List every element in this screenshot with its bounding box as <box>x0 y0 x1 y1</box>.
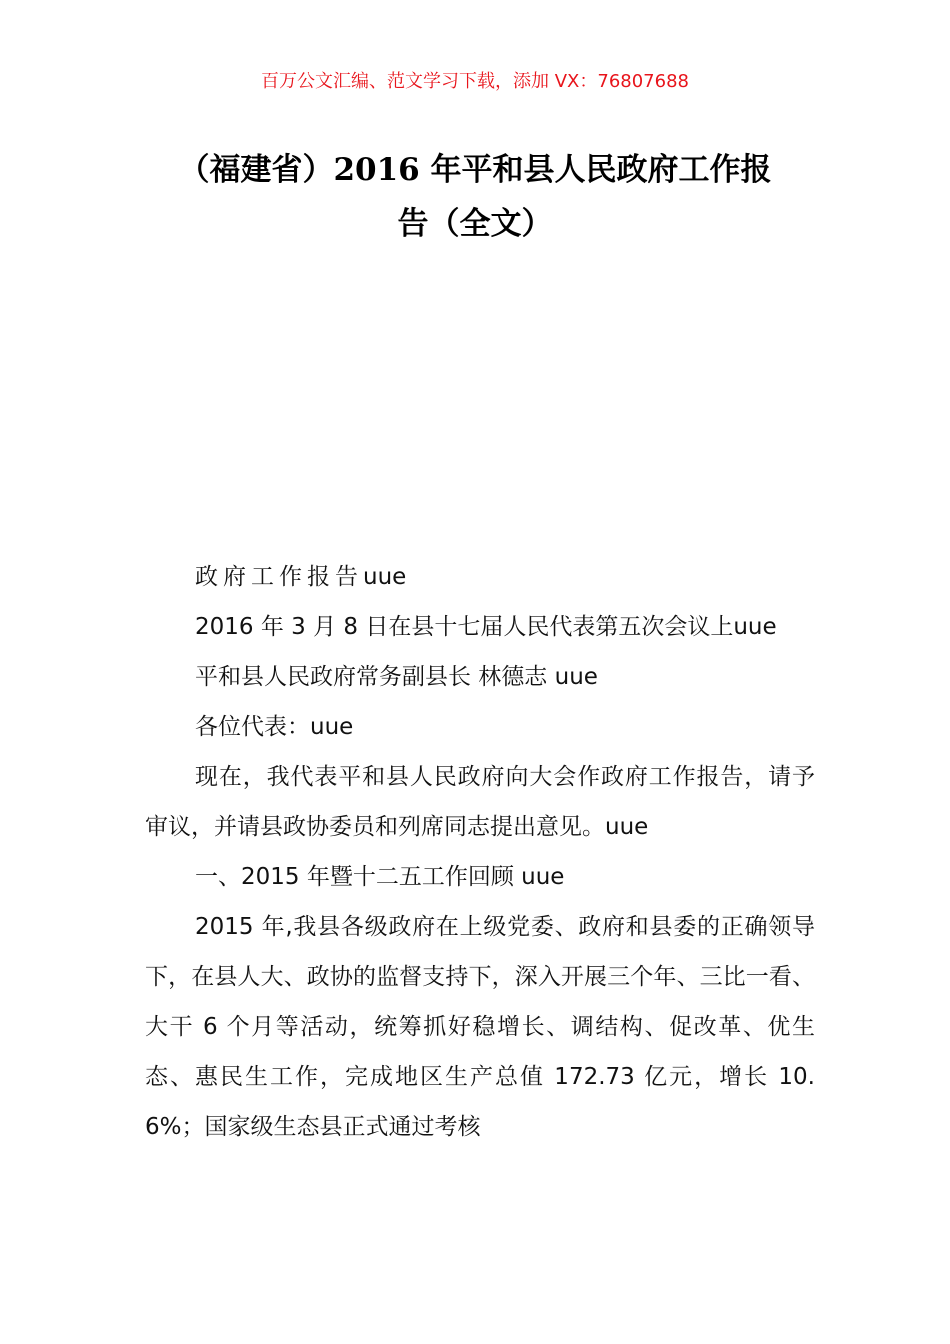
paragraph-intro: 现在，我代表平和县人民政府向大会作政府工作报告，请予审议，并请县政协委员和列席同志提出意见。uue <box>145 764 815 840</box>
paragraph-report-heading <box>145 552 815 602</box>
document-title <box>140 143 810 251</box>
paragraph-meeting-date: 2016 年 3 月 8 日在县十七届人民代表第五次会议上uue <box>195 614 777 640</box>
document-body <box>145 552 815 1152</box>
paragraph-review: 2015 年,我县各级政府在上级党委、政府和县委的正确领导下，在县人大、政协的监督支持下，深入开展三个年、三比一看、大干 6 个月等活动，统筹抓好稳增长、调结构、促改革、优生态、惠民生工作，完成地区生产总值 172.73 亿元，增长 10.6%；国家级生态县正式通过考核 <box>145 914 815 1140</box>
report-heading-text: 政府工作报告 <box>195 564 363 590</box>
paragraph-section-heading: 一、2015 年暨十二五工作回顾 uue <box>195 864 565 890</box>
watermark-header: 百万公文汇编、范文学习下载，添加 VX：76807688 <box>261 71 689 92</box>
title-line-1: （福建省）2016 年平和县人民政府工作报 <box>178 152 772 188</box>
report-heading-suffix: uue <box>363 564 407 590</box>
paragraph-speaker: 平和县人民政府常务副县长 林德志 uue <box>195 664 598 690</box>
paragraph-salutation: 各位代表：uue <box>195 714 354 740</box>
title-line-2: 告（全文） <box>397 206 553 242</box>
